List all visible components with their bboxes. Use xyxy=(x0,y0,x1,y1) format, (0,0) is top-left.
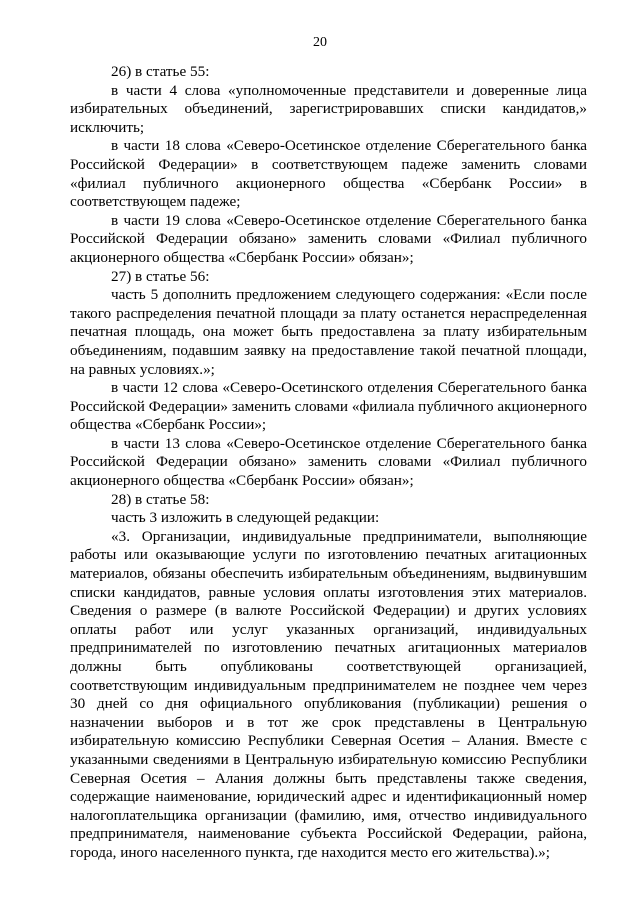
paragraph: 26) в статье 55: xyxy=(111,63,210,80)
paragraph: в части 18 слова «Северо-Осетинское отделение Сберегательного банка Российской Федерации» в соответствующем падеже заменить словами «филиал публичного акционерного общества «Сбербанк России» в соответствующем падеже; xyxy=(70,137,587,211)
paragraph: «3. Организации, индивидуальные предприниматели, выполняющие работы или оказывающие услуги по изготовлению печатных агитационных материалов, обязаны обеспечить избирательным объединениям, выдвинувшим списки кандидатов, равные условия оплаты изготовления этих материалов. Сведения о размере (в валюте Российской Федерации) и других условиях оплаты работ или услуг указанных организаций, индивидуальных предпринимателей по изготовлению печатных агитационных материалов должны быть опубликованы соответствующей организацией, соответствующим индивидуальным предпринимателем не позднее чем через 30 дней со дня официального опубликования (публикации) решения о назначении выборов и в тот же срок представлены в Центральную избирательную комиссию Республики Северная Осетия – Алания. Вместе с указанными сведениями в Центральную избирательную комиссию Республики Северная Осетия – Алания должны быть представлены также сведения, содержащие наименование, юридический адрес и идентификационный номер налогоплательщика организации (фамилию, имя, отчество индивидуального предпринимателя, наименование субъекта Российской Федерации, района, города, иного населенного пункта, где находится место его жительства).»; xyxy=(70,527,587,861)
paragraph: часть 3 изложить в следующей редакции: xyxy=(111,509,380,527)
page-number: 20 xyxy=(313,35,327,50)
paragraph: в части 19 слова «Северо-Осетинское отделение Сберегательного банка Российской Федерации обязано» заменить словами «Филиал публичного акционерного общества «Сбербанк России» обязан»; xyxy=(70,211,587,266)
paragraph: в части 4 слова «уполномоченные представители и доверенные лица избирательных объединений, зарегистрировавших списки кандидатов,» исключить; xyxy=(70,81,587,136)
paragraph: в части 12 слова «Северо-Осетинского отделения Сберегательного банка Российской Федерации» заменить словами «филиала публичного акционерного общества «Сбербанк России»; xyxy=(70,379,587,434)
paragraph: 27) в статье 56: xyxy=(111,267,210,285)
document-body xyxy=(70,63,587,863)
paragraph: 28) в статье 58: xyxy=(111,490,210,508)
paragraph: в части 13 слова «Северо-Осетинское отделение Сберегательного банка Российской Федерации обязано» заменить словами «Филиал публичного акционерного общества «Сбербанк России» обязан»; xyxy=(70,434,587,490)
paragraph: часть 5 дополнить предложением следующего содержания: «Если после такого распределения печатной площади за плату останется нераспределенная печатная площадь, она может быть предоставлена за плату избирательным объединениям, подавшим заявку на предоставление такой печатной площади, на равных условиях.»; xyxy=(70,286,587,378)
